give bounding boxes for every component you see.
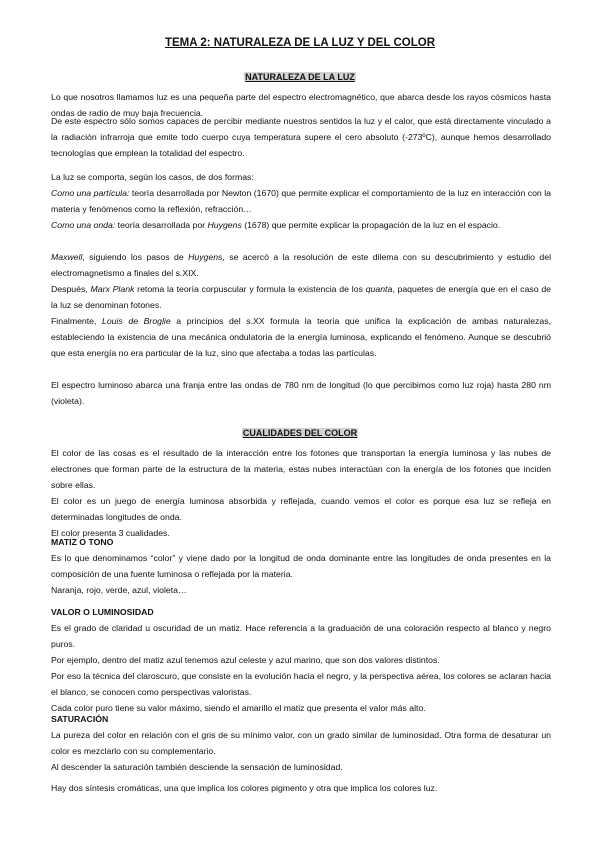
paragraph-comportamiento (51, 169, 551, 233)
emphasis: Maxwell (51, 252, 83, 262)
emphasis: quanta (365, 284, 393, 294)
page-title-text: TEMA 2: NATURALEZA DE LA LUZ Y DEL COLOR (164, 37, 436, 49)
text-span: Después, (51, 284, 91, 294)
text-span: Es el grado de claridad u oscuridad de un matiz. Hace referencia a la graduación de una coloración respecto al blanco y negro puros. (51, 623, 551, 649)
text-span: (1678) que permite explicar la propagación de la luz en el espacio. (241, 220, 501, 230)
text-span: El color de las cosas es el resultado de la interacción entre los fotones que transportan la energía luminosa y las nubes de electrones que forman parte de la estructura de la materia, estas nubes interactúan con la energía de los fotones que inciden sobre ellas. (51, 448, 551, 490)
paragraph-espectro-luminoso (51, 377, 551, 409)
section-heading-naturaleza (0, 72, 600, 82)
text-span: Es lo que denominamos “color” y viene dado por la longitud de onda dominante entre las longitudes de onda presentes en la composición de una fuente luminosa o reflejada por la materia. (51, 553, 551, 579)
section-heading-cualidades (0, 428, 600, 438)
subheading-valor: VALOR O LUMINOSIDAD (51, 607, 154, 617)
paragraph-sintesis (51, 780, 551, 796)
emphasis: Como una partícula: (51, 188, 130, 198)
text-span: Finalmente, (51, 316, 102, 326)
section-heading-text: NATURALEZA DE LA LUZ (245, 72, 355, 82)
text-span: teoría desarrollada por Newton (1670) que permite explicar el comportamiento de la luz en interacción con la materia y fenómenos como la reflexión, refracción… (51, 188, 551, 214)
paragraph-matiz (51, 550, 551, 598)
paragraph-color-cosas (51, 445, 551, 541)
text-span: El color presenta 3 cualidades. (51, 528, 170, 538)
text-span: Por eso la técnica del claroscuro, que consiste en la evolución hacia el negro, y la perspectiva aérea, los colores se aclaran hacia el blanco, se conocen como perspectivas valoristas. (51, 671, 551, 697)
page-title (0, 37, 600, 49)
text-span: Cada color puro tiene su valor máximo, siendo el amarillo el matiz que presenta el valor más alto. (51, 703, 426, 713)
paragraph-maxwell (51, 249, 551, 361)
subheading-matiz: MATIZ O TONO (51, 537, 114, 547)
emphasis: Huygens (188, 252, 223, 262)
text-span: a principios del s.XX formula la teoría que unifica la explicación de ambas naturalezas, estableciendo la existencia de una mecánica ondulatoria de la energía luminosa, explicando el fenómeno. Aunque se descubrió que esta energía no era particular de la luz, sino que afectaba a todas las partículas. (51, 316, 551, 358)
emphasis: Huygens (207, 220, 242, 230)
text-span: Por ejemplo, dentro del matiz azul tenemos azul celeste y azul marino, que son dos valores distintos. (51, 655, 440, 665)
section-heading-text: CUALIDADES DEL COLOR (242, 428, 358, 438)
paragraph-percepcion (51, 113, 551, 161)
text-span: Lo que nosotros llamamos luz es una pequeña parte del espectro electromagnético, que abarca desde los rayos cósmicos hasta ondas de radio de muy baja frecuencia. (51, 92, 551, 118)
text-span: Naranja, rojo, verde, azul, violeta… (51, 585, 187, 595)
emphasis: Como una onda: (51, 220, 116, 230)
text-span: , se acercó a la resolución de este dilema con su descubrimiento y estudio del electromagnetismo a finales del s.XIX. (51, 252, 551, 278)
text-span: , siguiendo los pasos de (82, 252, 189, 262)
paragraph-valor (51, 620, 551, 716)
text-span: El color es un juego de energía luminosa absorbida y reflejada, cuando vemos el color es porque esa luz se refleja en determinadas longitudes de onda. (51, 496, 551, 522)
text-span: La luz se comporta, según los casos, de dos formas: (51, 172, 254, 182)
text-span: El espectro luminoso abarca una franja entre las ondas de 780 nm de longitud (lo que percibimos como luz roja) hasta 280 nm (violeta). (51, 380, 551, 406)
text-span: , paquetes de energía que en el caso de la luz se denominan fotones. (51, 284, 551, 310)
text-span: La pureza del color en relación con el gris de su mínimo valor, con un grado similar de luminosidad. Otra forma de desaturar un color es mezclarlo con su complementario. (51, 730, 551, 756)
subheading-saturacion: SATURACIÓN (51, 714, 109, 724)
emphasis: Marx Plank (90, 284, 135, 294)
paragraph-saturacion (51, 727, 551, 775)
text-span: Al descender la saturación también desciende la sensación de luminosidad. (51, 762, 343, 772)
emphasis: Louis de Broglie (102, 316, 171, 326)
text-span: De este espectro sólo somos capaces de percibir mediante nuestros sentidos la luz y el calor, que está directamente vinculado a la radiación infrarroja que emite todo cuerpo cuya temperatura supere el cero absoluto (-273ºC), aunque hemos desarrollado tecnologías que emplean la totalidad del espectro. (51, 116, 551, 158)
text-span: Hay dos síntesis cromáticas, una que implica los colores pigmento y otra que implica los colores luz. (51, 783, 438, 793)
text-span: teoría desarrollada por (115, 220, 208, 230)
text-span: retoma la teoría corpuscular y formula la existencia de los (134, 284, 366, 294)
